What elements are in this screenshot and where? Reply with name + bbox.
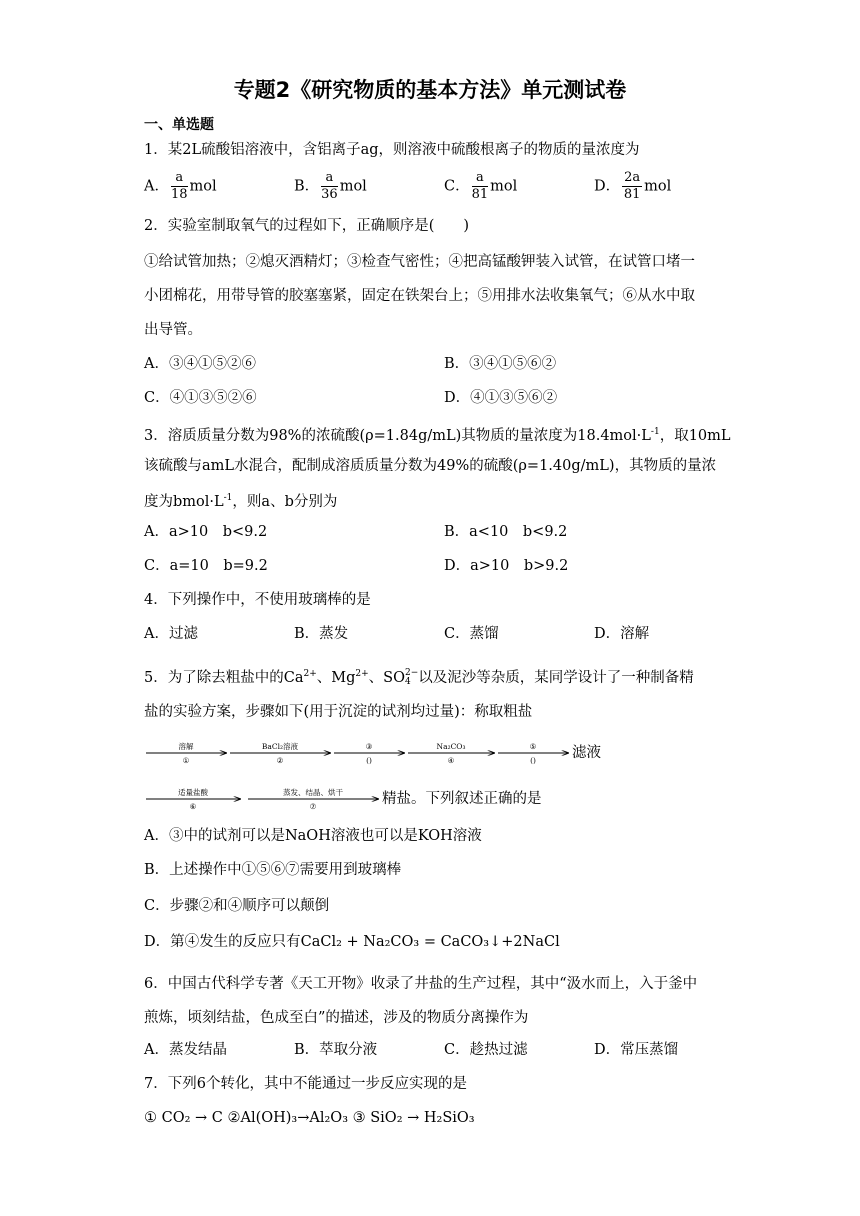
flow-diagram-1 — [144, 738, 624, 768]
flow-label-top: ③ — [365, 742, 373, 751]
q4-option-c: C．蒸馏 — [444, 626, 499, 642]
flow-label-bottom: () — [366, 756, 372, 765]
q2-line-2: 小团棉花，用带导管的胶塞塞紧，固定在铁架台上；⑤用排水法收集氧气；⑥从水中取 — [144, 288, 695, 304]
flow-label-bottom: ⑥ — [189, 802, 197, 811]
q3-option-a: A．a>10 b<9.2 — [144, 524, 268, 540]
q5-option-a: A．③中的试剂可以是NaOH溶液也可以是KOH溶液 — [144, 828, 482, 844]
flow2-step-2 — [248, 787, 378, 811]
flow1-end-label: 滤液 — [572, 745, 601, 761]
q3-option-d: D．a>10 b>9.2 — [444, 558, 569, 574]
flow-diagram-2 — [144, 784, 384, 814]
flow-label-bottom: ④ — [447, 756, 455, 765]
q2-option-d: D．④①③⑤⑥② — [444, 390, 558, 406]
flow2-end-label: 精盐。下列叙述正确的是 — [382, 791, 542, 807]
q5-option-d: D．第④发生的反应只有CaCl₂ + Na₂CO₃ = CaCO₃↓+2NaCl — [144, 934, 560, 950]
q2-option-c: C．④①③⑤②⑥ — [144, 390, 257, 406]
q6-line-1: 6．中国古代科学专著《天工开物》收录了井盐的生产过程，其中“汲水而上，入于釜中 — [144, 976, 698, 992]
q3-line-3: 度为$bmol\cdot L^{-1}$，则a、b分别为 — [144, 493, 338, 510]
q6-option-b: B．萃取分液 — [294, 1042, 378, 1058]
flow-label-bottom: () — [530, 756, 536, 765]
q6-option-a: A．蒸发结晶 — [144, 1042, 227, 1058]
flow1-step-5 — [498, 742, 568, 765]
q5-option-c: C．步骤②和④顺序可以颠倒 — [144, 898, 330, 914]
q6-line-2: 煎炼，顷刻结盐，色成至白”的描述，涉及的物质分离操作为 — [144, 1010, 529, 1026]
q5-line-2: 盐的实验方案，步骤如下(用于沉淀的试剂均过量)：称取粗盐 — [144, 704, 533, 720]
q6-option-d: D．常压蒸馏 — [594, 1042, 679, 1058]
flow-label-top: 蒸发、结晶、烘干 — [283, 788, 343, 797]
flow1-step-3 — [334, 742, 404, 765]
q3-line-1: 3．溶质质量分数为98%的浓硫酸(ρ=1.84g/mL)其物质的量浓度为$18.4mol\cdot L^{-1}$，取10mL — [144, 427, 731, 444]
flow-label-top: Na₂CO₃ — [436, 742, 466, 751]
q1-option-d: D． $\frac{2a}{81}$ mol — [594, 170, 672, 202]
page-title: 专题2《研究物质的基本方法》单元测试卷 — [233, 78, 627, 102]
q2-line-3: 出导管。 — [144, 322, 202, 338]
q2-line-1: ①给试管加热；②熄灭酒精灯；③检查气密性；④把高锰酸钾装入试管，在试管口堵一 — [144, 254, 695, 270]
flow1-step-1 — [146, 741, 226, 765]
q1-option-b: B． $\frac{a}{36}$ mol — [294, 170, 367, 202]
flow1-step-4 — [408, 742, 494, 765]
q1-option-c: C． $\frac{a}{81}$ mol — [444, 170, 518, 202]
flow-label-top: BaCl₂溶液 — [261, 742, 299, 751]
flow1-step-2 — [230, 741, 330, 765]
q4-option-d: D．溶解 — [594, 626, 650, 642]
q2-option-a: A．③④①⑤②⑥ — [144, 356, 256, 372]
q1-stem: 1．某2L硫酸铝溶液中，含铝离子ag，则溶液中硫酸根离子的物质的量浓度为 — [144, 142, 640, 158]
q1-option-a: A． $\frac{a}{18}$ mol — [144, 170, 217, 202]
flow-label-top: ⑤ — [529, 742, 537, 751]
flow-label-top: 溶解 — [178, 742, 194, 751]
flow2-step-1 — [146, 787, 240, 811]
q3-line-2: 该硫酸与amL水混合，配制成溶质质量分数为49%的硫酸(ρ=1.40g/mL)，其物质的量浓 — [144, 458, 717, 474]
flow-label-top: 适量盐酸 — [178, 788, 208, 797]
q4-option-b: B．蒸发 — [294, 626, 349, 642]
q5-option-b: B．上述操作中①⑤⑥⑦需要用到玻璃棒 — [144, 862, 402, 878]
q3-option-b: B．a<10 b<9.2 — [444, 524, 568, 540]
q4-stem: 4．下列操作中，不使用玻璃棒的是 — [144, 592, 371, 608]
q3-option-c: C．a=10 b=9.2 — [144, 558, 268, 574]
flow-label-bottom: ① — [182, 756, 190, 765]
section-heading: 一、单选题 — [144, 117, 214, 133]
q2-option-b: B．③④①⑤⑥② — [444, 356, 557, 372]
q4-option-a: A．过滤 — [144, 626, 198, 642]
flow-label-bottom: ② — [276, 756, 284, 765]
q5-line-1: 5．为了除去粗盐中的$Ca^{2+}$、$Mg^{2+}$、SO 2− 4 以及泥沙等杂质，某同学设计了一种制备精 — [144, 667, 694, 687]
q7-line-1: ① CO₂ → C ②Al(OH)₃→Al₂O₃ ③ SiO₂ → H₂SiO₃ — [144, 1110, 475, 1126]
flow-label-bottom: ⑦ — [309, 802, 317, 811]
q7-stem: 7．下列6个转化，其中不能通过一步反应实现的是 — [144, 1076, 467, 1092]
q6-option-c: C．趁热过滤 — [444, 1042, 528, 1058]
q2-stem: 2．实验室制取氧气的过程如下，正确顺序是( ) — [144, 218, 470, 234]
